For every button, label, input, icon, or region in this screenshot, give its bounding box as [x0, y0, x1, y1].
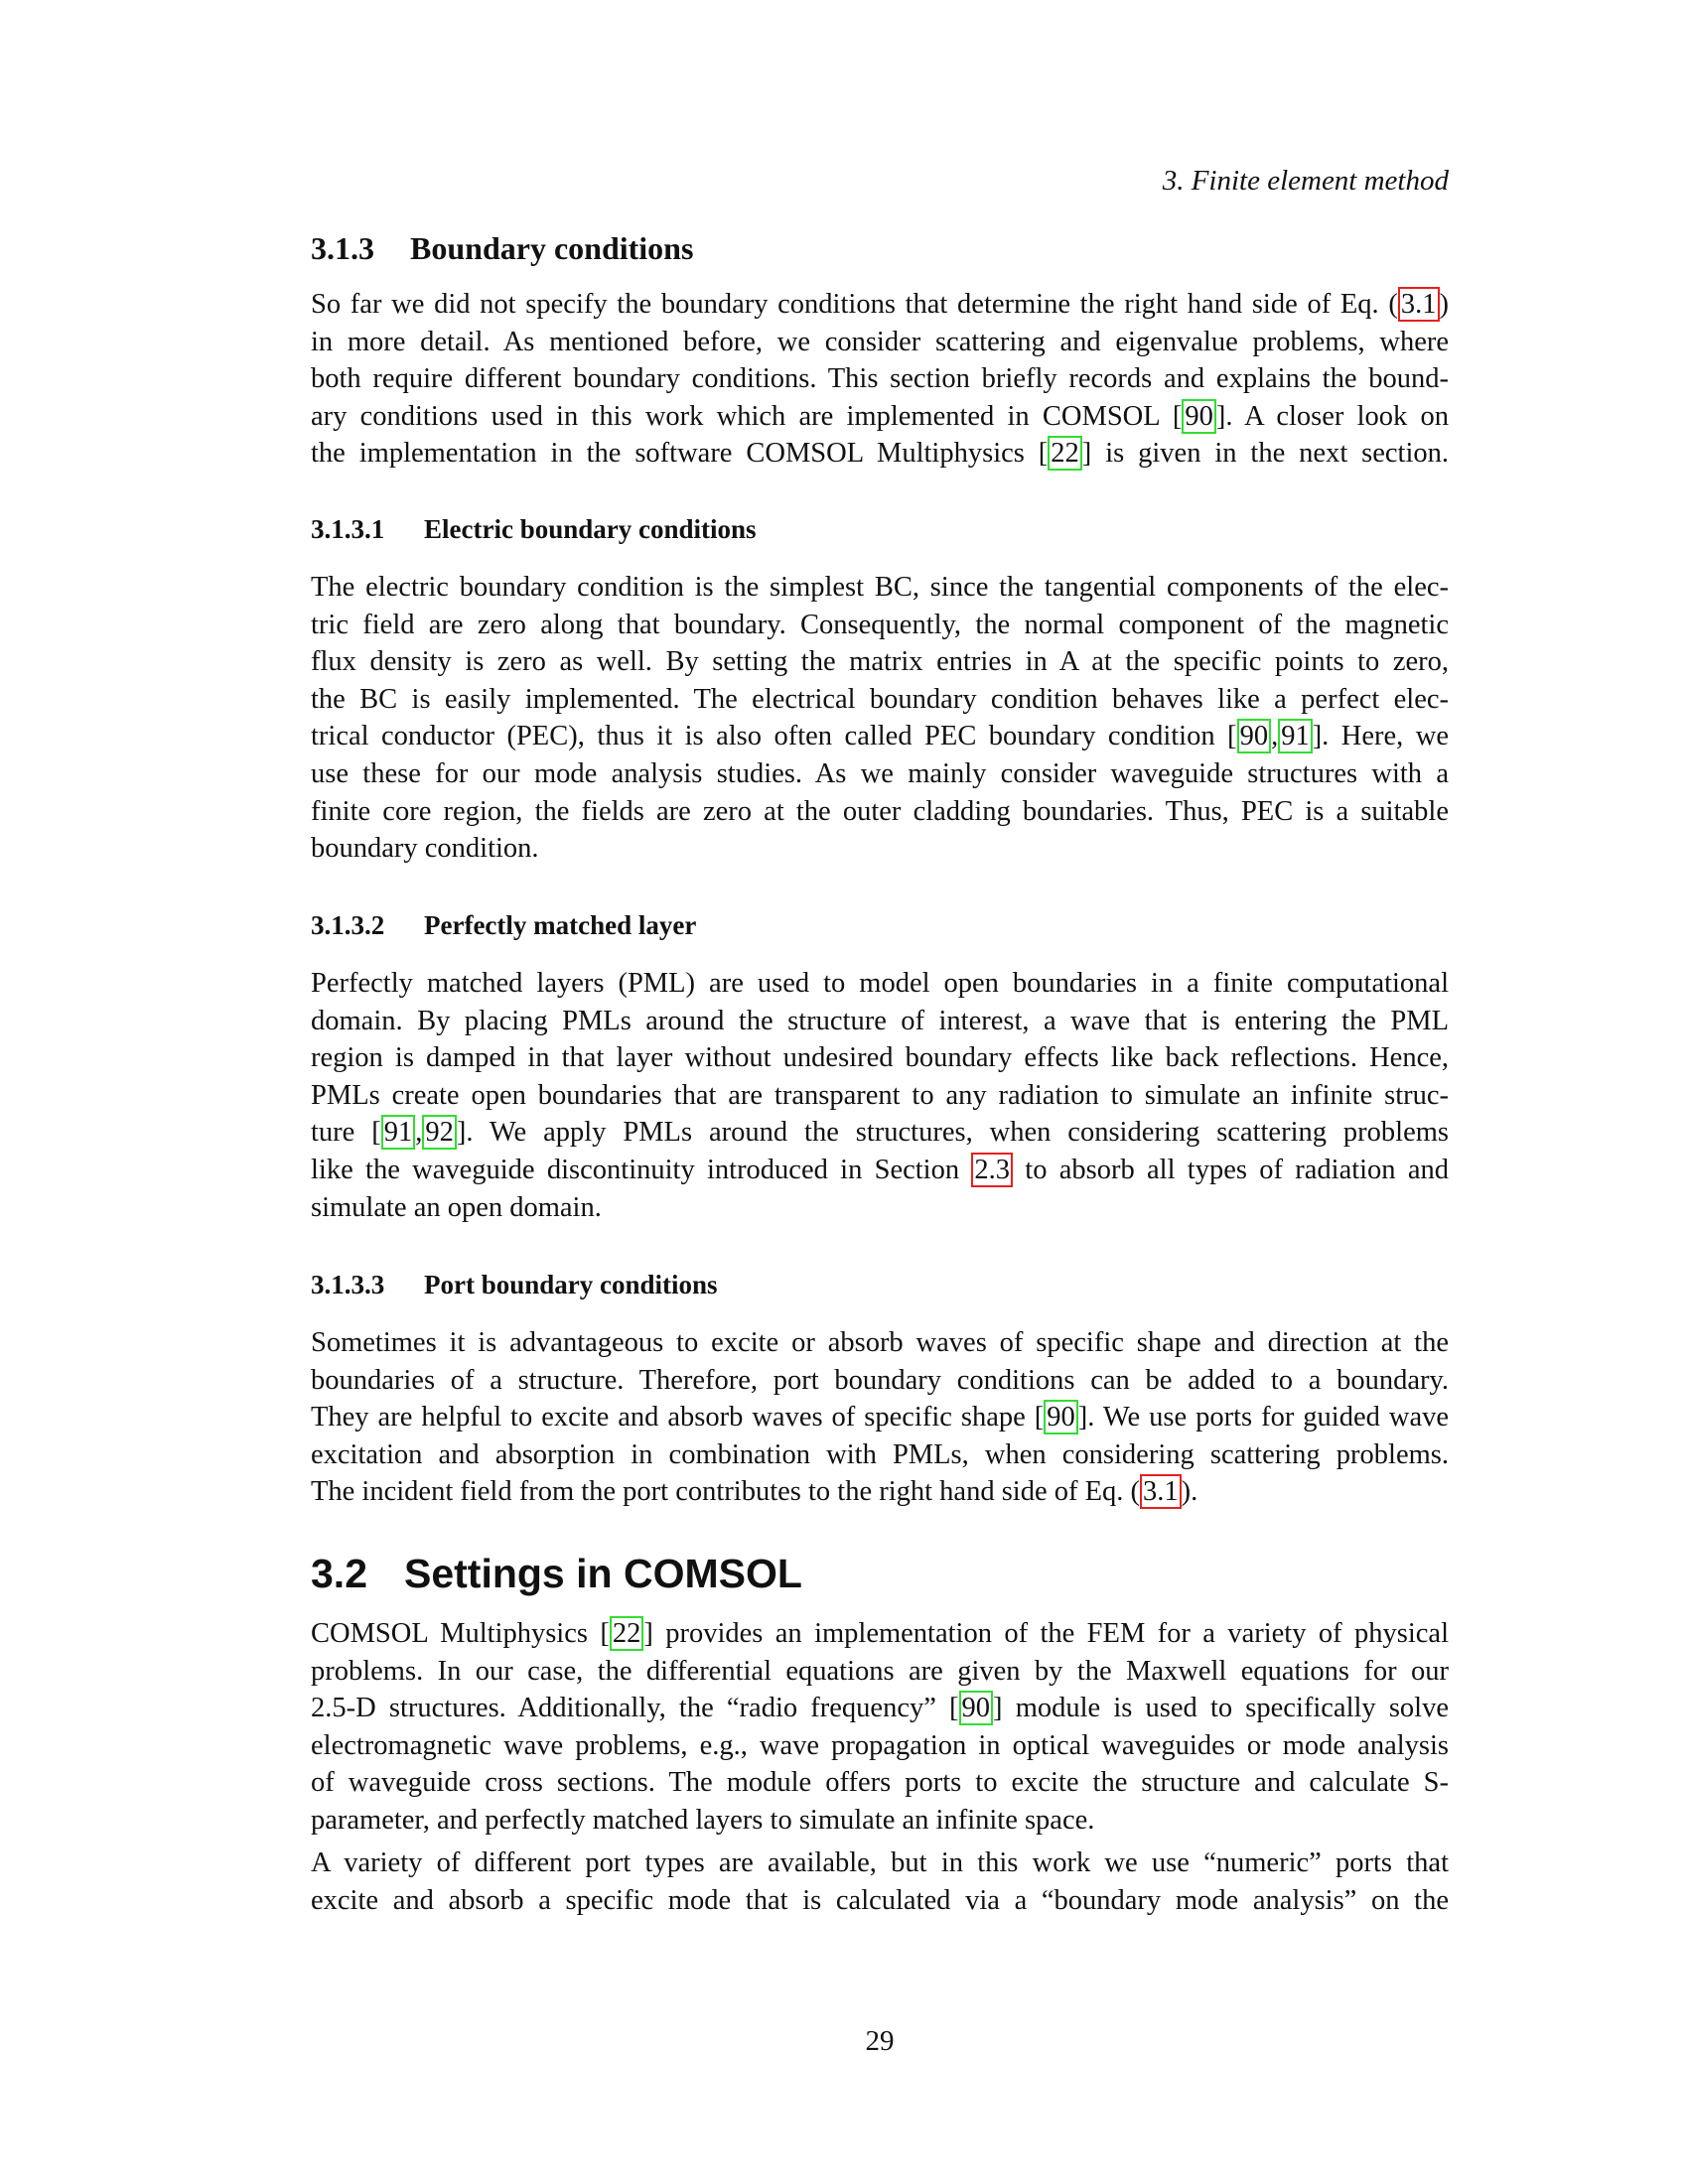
text-line: parameter, and perfectly matched layers to simulate an infinite space. [311, 1804, 1095, 1836]
subsection-heading-3-1-3-3 [311, 1270, 718, 1300]
citation-link[interactable]: 22 [1048, 436, 1082, 471]
page-number: 29 [865, 2025, 895, 2057]
text-line: 2.5-D structures. Additionally, the “radio frequency” [ 90 ] module is used to specifically solve [311, 1693, 1449, 1724]
text-line: excite and absorb a specific mode that is calculated via a “boundary mode analysis” on the [311, 1884, 1449, 1916]
section-number: 3.1.3.2 [311, 910, 385, 940]
section-title: Port boundary conditions [424, 1270, 718, 1299]
citation-link[interactable]: 90 [959, 1691, 994, 1725]
text-line: the implementation in the software COMSOL Multiphysics [ 22 ] is given in the next section. [311, 438, 1450, 470]
text-line: region is damped in that layer without undesired boundary effects like back reflections. Hence, [311, 1042, 1449, 1074]
text-line: The electric boundary condition is the simplest BC, since the tangential components of the elec- [311, 572, 1449, 603]
text-line: COMSOL Multiphysics [ 22 ] provides an implementation of the FEM for a variety of physical [311, 1618, 1449, 1649]
text-line: A variety of different port types are available, but in this work we use “numeric” ports that [311, 1847, 1449, 1878]
text-line: both require different boundary conditions. This section briefly records and explains the bound- [311, 363, 1449, 395]
subsection-heading-3-1-3-1 [311, 514, 757, 545]
equation-reference-link[interactable]: 3.1 [1140, 1474, 1182, 1509]
citation-link[interactable]: 91 [1278, 719, 1313, 753]
citation-link[interactable]: 90 [1044, 1400, 1078, 1434]
paragraph-comsol-settings [311, 1615, 1449, 1840]
text-line: ary conditions used in this work which are implemented in COMSOL [ 90 ]. A closer look on [311, 400, 1449, 432]
text-line: problems. In our case, the differential equations are given by the Maxwell equations for our [311, 1655, 1449, 1687]
text-line: like the waveguide discontinuity introduced in Section 2.3 to absorb all types of radiation and [311, 1154, 1449, 1185]
text-line: electromagnetic wave problems, e.g., wave propagation in optical waveguides or mode analysis [311, 1729, 1449, 1761]
section-number: 3.1.3.1 [311, 514, 385, 544]
paragraph-pml [311, 965, 1449, 1226]
text-line: of waveguide cross sections. The module offers ports to excite the structure and calculate S- [311, 1767, 1449, 1799]
citation-link[interactable]: 92 [422, 1115, 457, 1150]
citation-link[interactable]: 90 [1182, 399, 1216, 434]
text-line: use these for our mode analysis studies. As we mainly consider waveguide structures with a [311, 757, 1449, 789]
text-line: excitation and absorption in combination with PMLs, when considering scattering problems. [311, 1438, 1449, 1470]
section-number: 3.1.3.3 [311, 1270, 385, 1299]
section-title: Perfectly matched layer [424, 910, 697, 940]
section-reference-link[interactable]: 2.3 [971, 1153, 1013, 1187]
citation-link[interactable]: 91 [381, 1115, 416, 1150]
text-line: Sometimes it is advantageous to excite or absorb waves of specific shape and direction at the [311, 1327, 1449, 1358]
paragraph-electric-bc [311, 569, 1449, 868]
text-line: boundary condition. [311, 833, 539, 865]
equation-reference-link[interactable]: 3.1 [1398, 287, 1440, 322]
paragraph-port-bc [311, 1324, 1449, 1511]
text-line: They are helpful to excite and absorb waves of specific shape [ 90 ]. We use ports for guided wave [311, 1402, 1449, 1433]
paragraph-boundary-conditions [311, 286, 1449, 473]
running-head: 3. Finite element method [1162, 165, 1449, 197]
section-title: Settings in COMSOL [404, 1551, 802, 1596]
section-number: 3.1.3 [311, 230, 374, 266]
text-line: Perfectly matched layers (PML) are used to model open boundaries in a finite computational [311, 968, 1449, 999]
section-title: Boundary conditions [410, 230, 694, 266]
text-line: boundaries of a structure. Therefore, port boundary conditions can be added to a boundary. [311, 1364, 1449, 1396]
text-line: in more detail. As mentioned before, we consider scattering and eigenvalue problems, where [311, 326, 1449, 357]
subsection-heading-3-1-3-2 [311, 910, 696, 941]
text-line: finite core region, the fields are zero at the outer cladding boundaries. Thus, PEC is a suitable [311, 795, 1449, 827]
citation-link[interactable]: 22 [610, 1616, 644, 1651]
section-heading-3-2 [311, 1551, 802, 1597]
text-line: So far we did not specify the boundary conditions that determine the right hand side of Eq. ( 3.1 ) [311, 289, 1449, 320]
section-title: Electric boundary conditions [424, 514, 757, 544]
text-line: trical conductor (PEC), thus it is also often called PEC boundary condition [ 90 , 91 ]. Here, we [311, 721, 1449, 752]
text-line: The incident field from the port contributes to the right hand side of Eq. ( 3.1 ). [311, 1476, 1198, 1508]
citation-link[interactable]: 90 [1237, 719, 1272, 753]
text-line: tric field are zero along that boundary. Consequently, the normal component of the magnetic [311, 609, 1449, 640]
text-line: the BC is easily implemented. The electrical boundary condition behaves like a perfect elec- [311, 683, 1449, 715]
text-line: flux density is zero as well. By setting the matrix entries in A at the specific points to zero, [311, 646, 1449, 678]
section-heading-3-1-3 [311, 230, 693, 267]
text-line: PMLs create open boundaries that are transparent to any radiation to simulate an infinite struc- [311, 1079, 1449, 1111]
text-line: domain. By placing PMLs around the structure of interest, a wave that is entering the PML [311, 1005, 1449, 1036]
text-line: simulate an open domain. [311, 1191, 602, 1223]
text-line: ture [ 91 , 92 ]. We apply PMLs around the structures, when considering scattering problems [311, 1117, 1449, 1149]
paragraph-port-types [311, 1844, 1449, 1919]
section-number: 3.2 [311, 1551, 367, 1596]
